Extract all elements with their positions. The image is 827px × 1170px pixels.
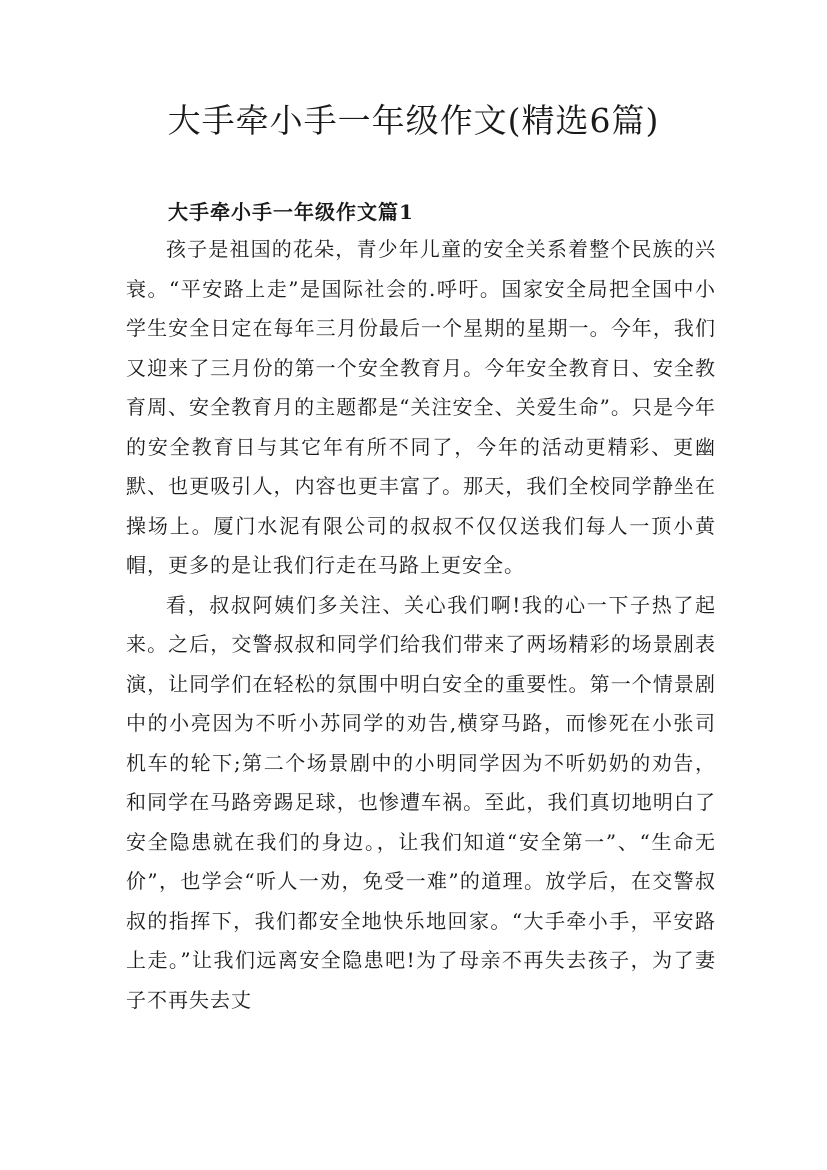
document-title: 大手牵小手一年级作文(精选6篇) xyxy=(167,101,660,140)
paragraph-1: 孩子是祖国的花朵，青少年儿童的安全关系着整个民族的兴衰。“平安路上走”是国际社会的.呼吁。国家安全局把全国中小学生安全日定在每年三月份最后一个星期的星期一。今年，我们又迎来了三月份的第一个安全教育月。今年安全教育日、安全教育周、安全教育月的主题都是“关注安全、关爱生命”。只是今年的安全教育日与其它年有所不同了，今年的活动更精彩、更幽默、也更吸引人，内容也更丰富了。那天，我们全校同学静坐在操场上。厦门水泥有限公司的叔叔不仅仅送我们每人一顶小黄帽，更多的是让我们行走在马路上更安全。 xyxy=(126,237,716,577)
paragraph-2: 看，叔叔阿姨们多关注、关心我们啊!我的心一下子热了起来。之后，交警叔叔和同学们给我们带来了两场精彩的场景剧表演，让同学们在轻松的氛围中明白安全的重要性。第一个情景剧中的小亮因为不听小苏同学的劝告,横穿马路，而惨死在小张司机车的轮下;第二个场景剧中的小明同学因为不听奶奶的劝告，和同学在马路旁踢足球，也惨遭车祸。至此，我们真切地明白了安全隐患就在我们的身边。，让我们知道“安全第一”、“生命无价”，也学会“听人一劝，免受一难”的道理。放学后，在交警叔叔的指挥下，我们都安全地快乐地回家。“大手牵小手，平安路上走。”让我们远离安全隐患吧!为了母亲不再失去孩子，为了妻子不再失去丈 xyxy=(126,592,716,1012)
section-heading: 大手牵小手一年级作文篇1 xyxy=(168,200,414,224)
article-body xyxy=(126,230,716,1020)
